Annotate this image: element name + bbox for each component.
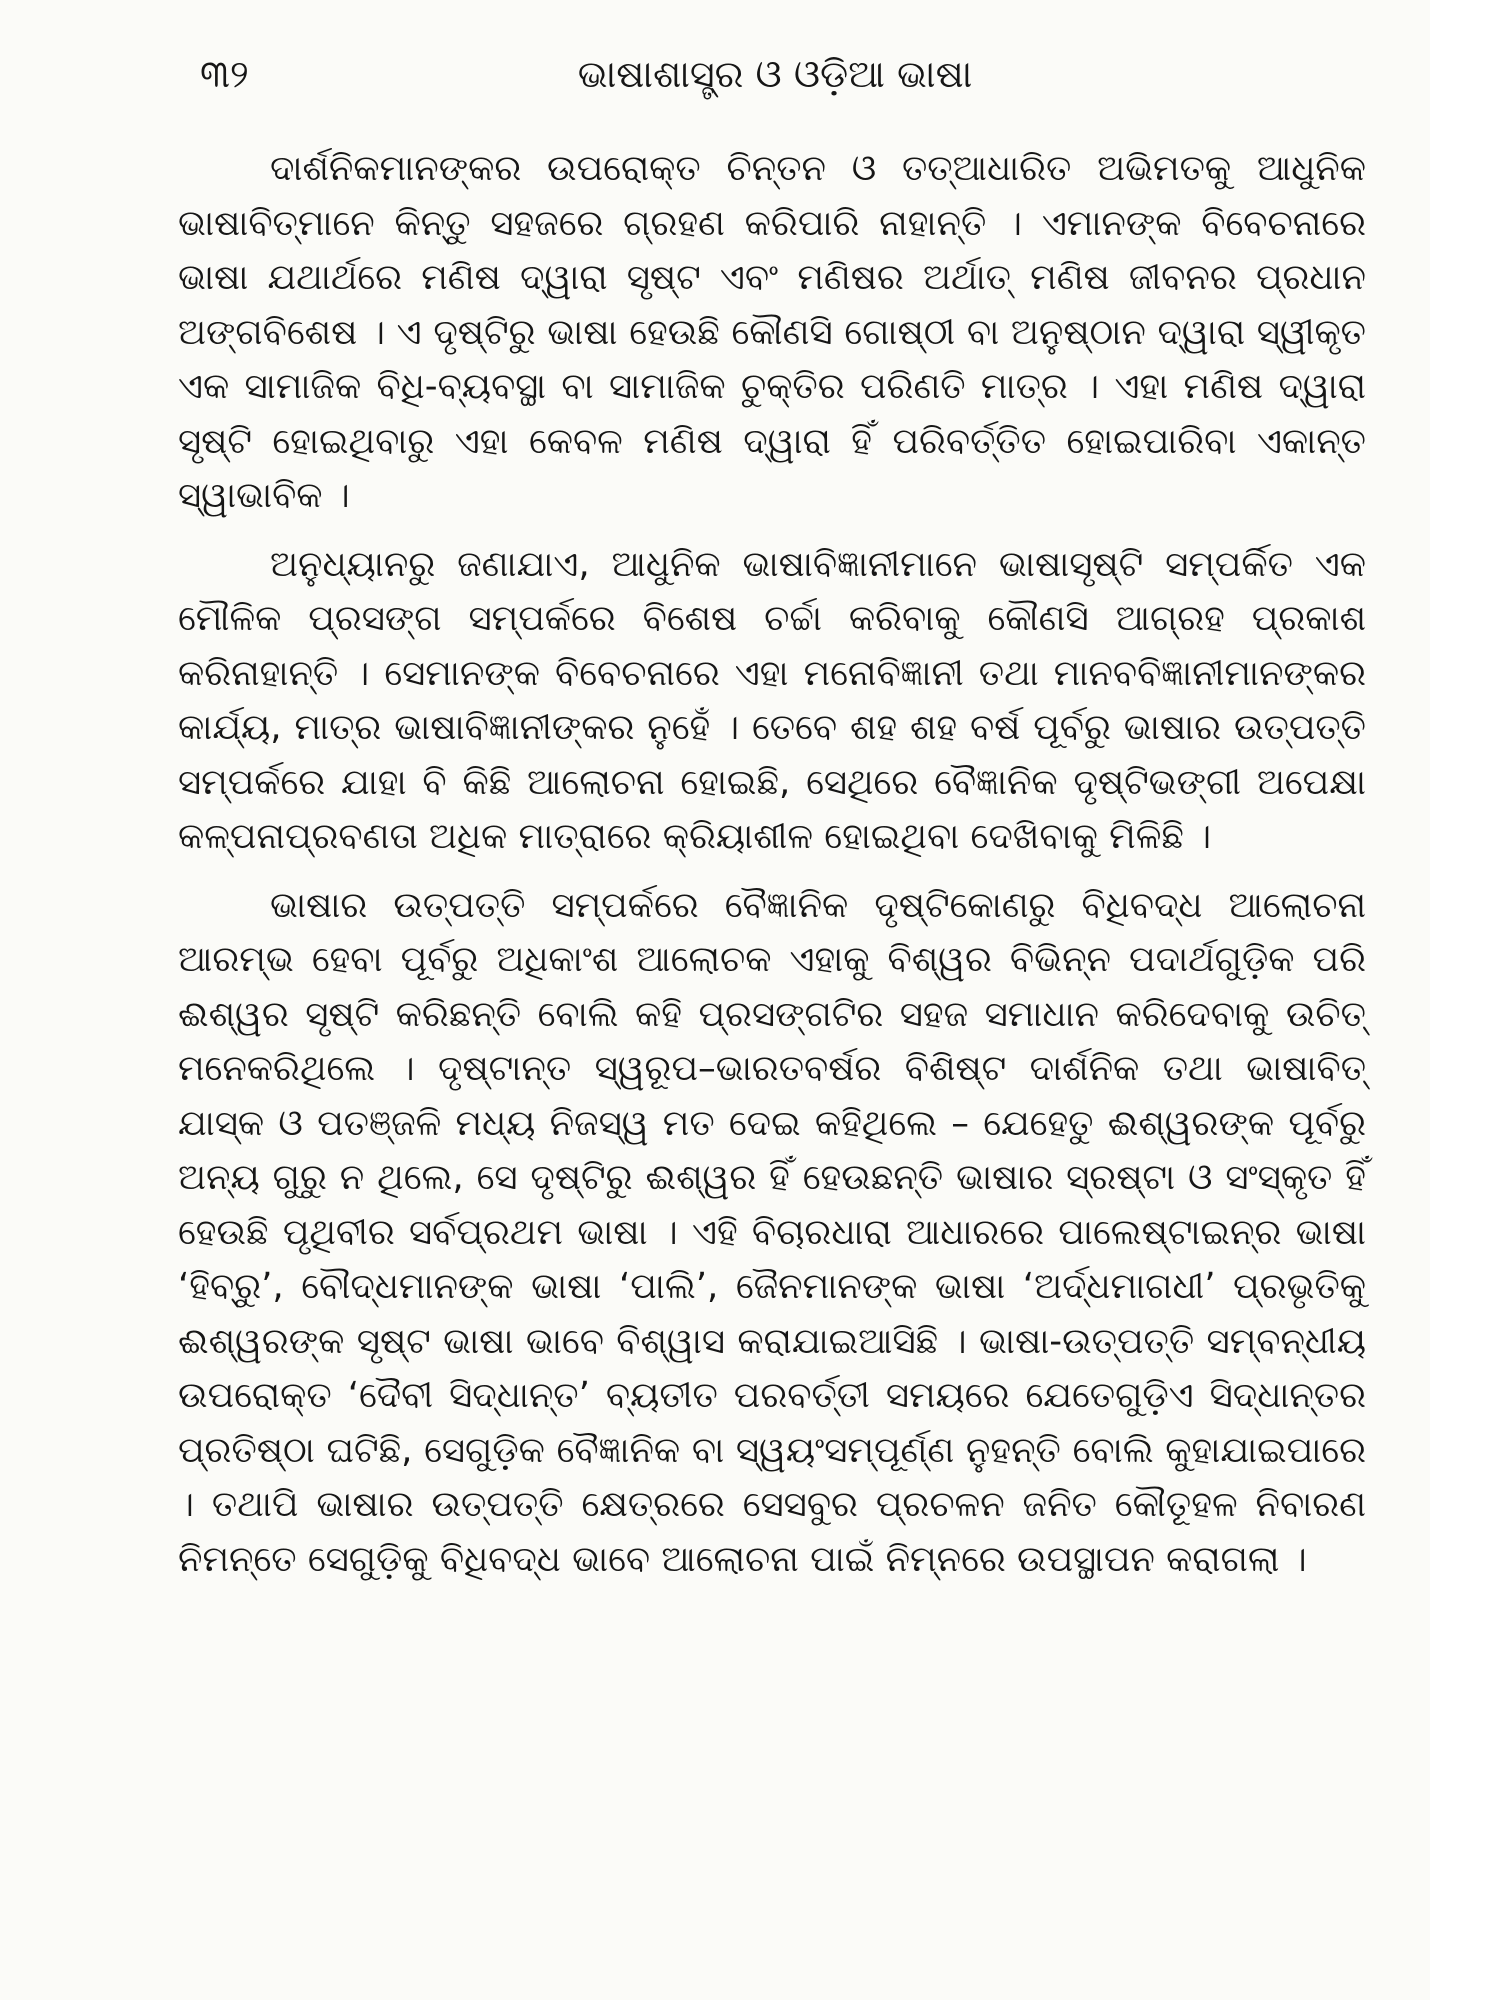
paragraph-1: ଦାର୍ଶନିକମାନଙ୍କର ଉପରୋକ୍ତ ଚିନ୍ତନ ଓ ତତ୍‌ଆଧାରିତ ଅଭିମତକୁ ଆଧୁନିକ ଭାଷାବିତ୍‌ମାନେ କିନ୍ତୁ ସହଜରେ ଗ୍ରହଣ କରିପାରି ନାହାନ୍ତି । ଏମାନଙ୍କ ବିବେଚନାରେ ଭାଷା ଯଥାର୍ଥରେ ମଣିଷ ଦ୍ୱାରା ସୃଷ୍ଟ ଏବଂ ମଣିଷର ଅର୍ଥାତ୍ ମଣିଷ ଜୀବନର ପ୍ରଧାନ ଅଙ୍ଗବିଶେଷ । ଏ ଦୃଷ୍ଟିରୁ ଭାଷା ହେଉଛି କୌଣସି ଗୋଷ୍ଠୀ ବା ଅନୁଷ୍ଠାନ ଦ୍ୱାରା ସ୍ୱୀକୃତ ଏକ ସାମାଜିକ ବିଧି-ବ୍ୟବସ୍ଥା ବା ସାମାଜିକ ଚୁକ୍ତିର ପରିଣତି ମାତ୍ର । ଏହା ମଣିଷ ଦ୍ୱାରା ସୃଷ୍ଟି ହୋଇଥିବାରୁ ଏହା କେବଳ ମଣିଷ ଦ୍ୱାରା ହିଁ ପରିବର୍ତ୍ତିତ ହୋଇପାରିବା ଏକାନ୍ତ ସ୍ୱାଭାବିକ । (178, 148, 1366, 516)
body-text (178, 142, 1366, 1980)
paragraph-2: ଅନୁଧ୍ୟାନରୁ ଜଣାଯାଏ, ଆଧୁନିକ ଭାଷାବିଜ୍ଞାନୀମାନେ ଭାଷାସୃଷ୍ଟି ସମ୍ପର୍କିତ ଏକ ମୌଳିକ ପ୍ରସଙ୍ଗ ସମ୍ପର୍କରେ ବିଶେଷ ଚର୍ଚ୍ଚା କରିବାକୁ କୌଣସି ଆଗ୍ରହ ପ୍ରକାଶ କରିନାହାନ୍ତି । ସେମାନଙ୍କ ବିବେଚନାରେ ଏହା ମନୋବିଜ୍ଞାନୀ ତଥା ମାନବବିଜ୍ଞାନୀମାନଙ୍କର କାର୍ଯ୍ୟ, ମାତ୍ର ଭାଷାବିଜ୍ଞାନୀଙ୍କର ନୁହେଁ । ତେବେ ଶହ ଶହ ବର୍ଷ ପୂର୍ବରୁ ଭାଷାର ଉତ୍ପତ୍ତି ସମ୍ପର୍କରେ ଯାହା ବି କିଛି ଆଲୋଚନା ହୋଇଛି, ସେଥିରେ ବୈଜ୍ଞାନିକ ଦୃଷ୍ଟିଭଙ୍ଗୀ ଅପେକ୍ଷା କଳ୍ପନାପ୍ରବଣତା ଅଧିକ ମାତ୍ରାରେ କ୍ରିୟାଶୀଳ ହୋଇଥିବା ଦେଖିବାକୁ ମିଳିଛି । (178, 543, 1366, 857)
scan-margin (1430, 0, 1500, 2000)
paragraph-3: ଭାଷାର ଉତ୍ପତ୍ତି ସମ୍ପର୍କରେ ବୈଜ୍ଞାନିକ ଦୃଷ୍ଟିକୋଣରୁ ବିଧିବଦ୍ଧ ଆଲୋଚନା ଆରମ୍ଭ ହେବା ପୂର୍ବରୁ ଅଧିକାଂଶ ଆଲୋଚକ ଏହାକୁ ବିଶ୍ୱର ବିଭିନ୍ନ ପଦାର୍ଥଗୁଡ଼ିକ ପରି ଈଶ୍ୱର ସୃଷ୍ଟି କରିଛନ୍ତି ବୋଲି କହି ପ୍ରସଙ୍ଗଟିର ସହଜ ସମାଧାନ କରିଦେବାକୁ ଉଚିତ୍ ମନେକରିଥିଲେ । ଦୃଷ୍ଟାନ୍ତ ସ୍ୱରୂପ–ଭାରତବର୍ଷର ବିଶିଷ୍ଟ ଦାର୍ଶନିକ ତଥା ଭାଷାବିତ୍ ଯାସ୍କ ଓ ପତଞ୍ଜଳି ମଧ୍ୟ ନିଜସ୍ୱ ମତ ଦେଇ କହିଥିଲେ – ଯେହେତୁ ଈଶ୍ୱରଙ୍କ ପୂର୍ବରୁ ଅନ୍ୟ ଗୁରୁ ନ ଥିଲେ, ସେ ଦୃଷ୍ଟିରୁ ଈଶ୍ୱର ହିଁ ହେଉଛନ୍ତି ଭାଷାର ସ୍ରଷ୍ଟା ଓ ସଂସ୍କୃତ ହିଁ ହେଉଛି ପୃଥିବୀର ସର୍ବପ୍ରଥମ ଭାଷା । ଏହି ବିଚାରଧାରା ଆଧାରରେ ପାଲେଷ୍ଟାଇନ୍‌ର ଭାଷା ‘ହିବ୍ରୁ’, ବୌଦ୍ଧମାନଙ୍କ ଭାଷା ‘ପାଲି’, ଜୈନମାନଙ୍କ ଭାଷା ‘ଅର୍ଦ୍ଧମାଗଧୀ’ ପ୍ରଭୃତିକୁ ଈଶ୍ୱରଙ୍କ ସୃଷ୍ଟ ଭାଷା ଭାବେ ବିଶ୍ୱାସ କରାଯାଇଆସିଛି । ଭାଷା-ଉତ୍ପତ୍ତି ସମ୍ବନ୍ଧୀୟ ଉପରୋକ୍ତ ‘ଦୈବୀ ସିଦ୍ଧାନ୍ତ’ ବ୍ୟତୀତ ପରବର୍ତ୍ତୀ ସମୟରେ ଯେତେଗୁଡ଼ିଏ ସିଦ୍ଧାନ୍ତର ପ୍ରତିଷ୍ଠା ଘଟିଛି, ସେଗୁଡ଼ିକ ବୈଜ୍ଞାନିକ ବା ସ୍ୱୟଂସମ୍ପୂର୍ଣ୍ଣ ନୁହନ୍ତି ବୋଲି କୁହାଯାଇପାରେ । ତଥାପି ଭାଷାର ଉତ୍ପତ୍ତି କ୍ଷେତ୍ରରେ ସେସବୁର ପ୍ରଚଳନ ଜନିତ କୌତୂହଳ ନିବାରଣ ନିମନ୍ତେ ସେଗୁଡ଼ିକୁ ବିଧିବଦ୍ଧ ଭାବେ ଆଲୋଚନା ପାଇଁ ନିମ୍ନରେ ଉପସ୍ଥାପନ କରାଗଲା । (178, 884, 1366, 1580)
running-title: ଭାଷାଶାସ୍ତ୍ର ଓ ଓଡ଼ିଆ ଭାଷା (577, 52, 973, 96)
running-header (200, 44, 1350, 104)
page-number: ୩୨ (200, 52, 249, 96)
